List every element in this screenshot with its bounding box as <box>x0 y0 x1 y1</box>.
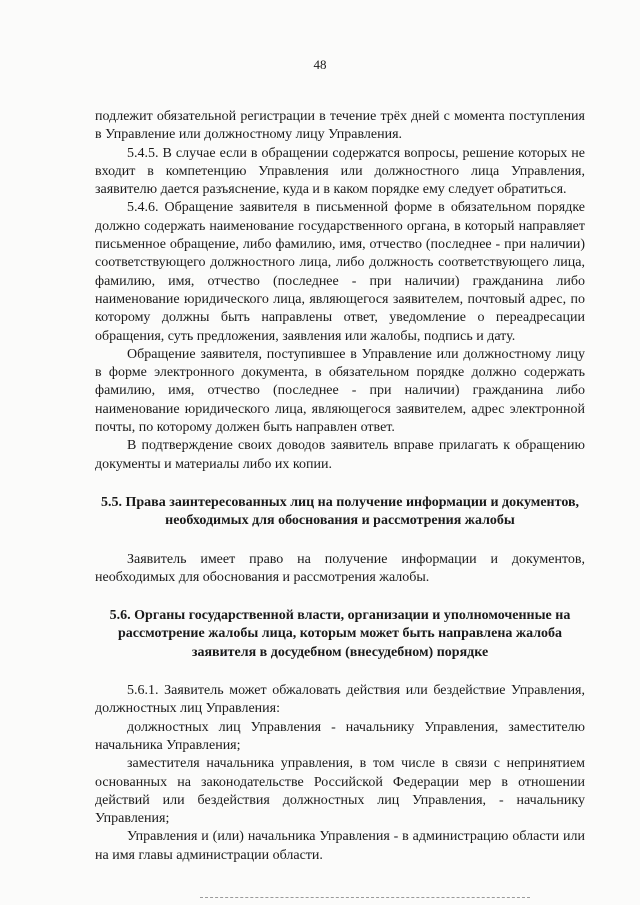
paragraph-deputy: заместителя начальника управления, в том числе в связи с непринятием основанных на законодательстве Российской Федерации мер в отношении действий или бездействия должностных лиц Управления, - начальнику Управления; <box>95 756 585 827</box>
paragraph-5-5: Заявитель имеет право на получение информации и документов, необходимых для обоснования и рассмотрения жалобы. <box>95 551 585 585</box>
page-number: 48 <box>313 57 327 72</box>
paragraph-5-6-1: 5.6.1. Заявитель может обжаловать действия или бездействие Управления, должностных лиц Управления: <box>95 683 585 717</box>
spacer <box>95 531 585 551</box>
scan-artifact-line <box>200 897 530 900</box>
spacer <box>95 587 585 607</box>
paragraph-electronic-appeal: Обращение заявителя, поступившее в Управление или должностному лицу в форме электронного документа, в обязательном порядке должно содержать фамилию, имя, отчество (последнее - при наличии) гражданина либо наименование юридического лица, являющегося заявителем, адрес электронной почты, по которому должен быть направлен ответ. <box>95 346 585 436</box>
paragraph-attachments: В подтверждение своих доводов заявитель вправе прилагать к обращению документы и материалы либо их копии. <box>95 438 585 472</box>
paragraph-5-4-5: 5.4.5. В случае если в обращении содержатся вопросы, решение которых не входит в компетенцию Управления или должностного лица Управления, заявителю дается разъяснение, куда и в каком порядке ему следует обратиться. <box>95 145 585 198</box>
section-heading-5-6: 5.6. Органы государственной власти, организации и уполномоченные на рассмотрение жалобы лица, которым может быть направлена жалоба заявителя в досудебном (внесудебном) порядке <box>109 608 571 660</box>
paragraph-5-4-6: 5.4.6. Обращение заявителя в письменной форме в обязательном порядке должно содержать наименование государственного органа, в который направляет письменное обращение, либо фамилию, имя, отчество (последнее - при наличии) соответствующего должностного лица, либо должность соответствующего лица, фамилию, имя, отчество (последнее - при наличии) гражданина либо наименование юридического лица, являющегося заявителем, почтовый адрес, по которому должны быть направлены ответ, уведомление о переадресации обращения, суть предложения, заявления или жалобы, подпись и дату. <box>95 200 585 344</box>
section-heading-5-5: 5.5. Права заинтересованных лиц на получение информации и документов, необходимых для обоснования и рассмотрения жалобы <box>100 494 580 529</box>
spacer <box>95 662 585 682</box>
spacer <box>95 474 585 494</box>
paragraph-administration: Управления и (или) начальника Управления - в администрацию области или на имя главы администрации области. <box>95 829 585 863</box>
paragraph-officials: должностных лиц Управления - начальнику Управления, заместителю начальника Управления; <box>95 719 585 753</box>
paragraph-continuation: подлежит обязательной регистрации в течение трёх дней с момента поступления в Управление или должностному лицу Управления. <box>95 109 585 143</box>
document-body <box>95 108 585 865</box>
